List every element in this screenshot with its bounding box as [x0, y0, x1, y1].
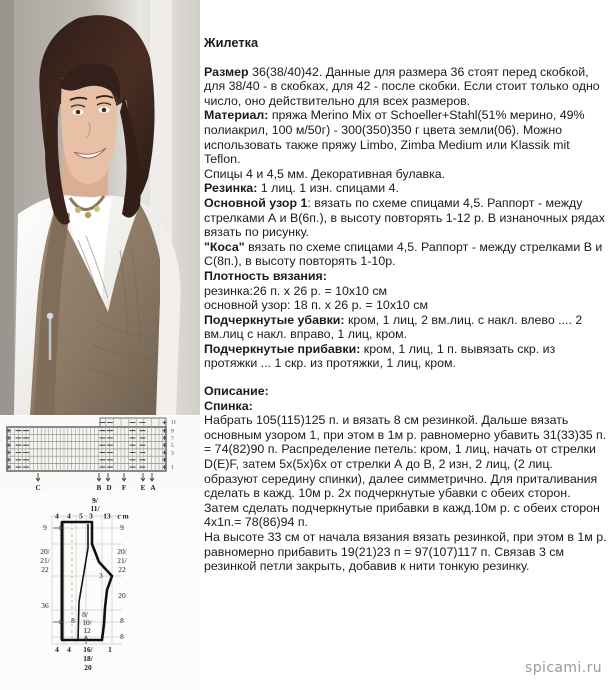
paragraph-rib-text: 1 лиц. 1 изн. спицами 4. — [257, 181, 399, 196]
site-watermark: spicami.ru — [525, 660, 602, 676]
paragraph-decreases-label: Подчеркнутые убавки: — [204, 312, 345, 327]
paragraph-main-pattern-text: : вязать по схеме спицами 4,5. Раппорт - между стрелками А и В(6п.), в высоту повторять 1-12 р. В изнаночных рядах вязать по рисунку. — [204, 195, 605, 240]
paragraph-main-pattern-label: Основной узор 1 — [204, 195, 308, 210]
schema-top-center-2: 11/ — [90, 504, 100, 513]
schema-left-label-0: 9 — [43, 523, 47, 532]
schema-top-center-1: 9/ — [92, 496, 98, 505]
schema-unit-label: c m — [117, 511, 129, 521]
schema-left-label-2: 36 — [41, 601, 49, 610]
schema-right-label-1a: 20/ — [117, 547, 127, 556]
paragraph-increases-text: кром, 1 лиц, 1 п. вывязать скр. из протяжки ... 1 скр. из протяжки, 1 лиц, кром. — [204, 341, 556, 371]
paragraph-decreases — [204, 313, 608, 342]
paragraph-size-label: Размер — [204, 64, 249, 79]
schema-bottom-label-1: 4 — [67, 645, 71, 654]
schema-top-label-0: 4 — [55, 511, 59, 521]
paragraph-cable — [204, 240, 608, 269]
schema-bottom-label-2b: 18/ — [83, 654, 93, 663]
paragraph-size-text: 36(38/40)42. Данные для размера 36 стоят перед скобкой, для 38/40 - в скобках, для 42 - после скобки. Если стоит только одно число, оно действительно для всех размеров. — [204, 64, 600, 108]
chart-marker-d: D — [106, 484, 112, 492]
pattern-text-column — [204, 36, 608, 574]
paragraph-gauge-main: основной узор: 18 п. х 26 р. = 10х10 см — [204, 298, 428, 313]
page-title: Жилетка — [204, 35, 259, 50]
schema-right-label-0: 9 — [120, 523, 124, 532]
paragraph-needles-text: Спицы 4 и 4,5 мм. Декоративная булавка. — [204, 166, 446, 181]
model-photo — [0, 0, 200, 415]
paragraph-back-1: Набрать 105(115)125 п. и вязать 8 см резинкой. Дальше вязать основным узором 1, при этом в 1м р. равномерно убавить 31(33)35 п. = 74(82)90 п. Распределение петель: кром, 1 лиц, начать от стрелки D(E)F, затем 5х(5х)6х от стрелки А до В, 2 изн, 2 лиц, (2 лиц. образуют середину спинки), далее симметрично. Для приталивания сделать в кажд. 10м р. 2х подчеркнутые убавки с обеих сторон. Затем сделать подчеркнутые прибавки в кажд.10м р. с обеих сторон 4х1п.= 78(86)94 п. — [204, 413, 607, 530]
chart-row-label: 5 — [171, 443, 174, 450]
schema-inner-label-a: 8/ — [82, 610, 88, 619]
paragraph-main-pattern — [204, 196, 608, 240]
schema-inner-label-3: 3 — [99, 571, 103, 580]
schema-left-label-1b: 21/ — [40, 556, 50, 565]
paragraph-rib-label: Резинка: — [204, 181, 258, 196]
schema-left-label-1a: 20/ — [40, 547, 50, 556]
garment-schematic — [0, 492, 200, 690]
schema-right-label-1c: 22 — [118, 565, 126, 574]
schema-right-label-2: 20 — [118, 591, 126, 600]
left-column — [0, 0, 200, 690]
schema-bottom-label-0: 4 — [55, 645, 59, 654]
paragraph-gauge-rib: резинка:26 п. х 26 р. = 10х10 см — [204, 283, 388, 298]
schema-inner-label-b: 10/ — [82, 618, 92, 627]
paragraph-material — [204, 108, 608, 166]
paragraph-rib — [204, 181, 608, 196]
paragraph-material-text: пряжа Merino Mix от Schoeller+Stahl(51% мерино, 49% полиакрил, 100 м/50г) - 300(350)350 г цвета земли(06). Можно использовать также пряжу Limbo, Zimba Medium или Klassik mit Teflon. — [204, 108, 585, 167]
paragraph-cable-text: вязать по схеме спицами 4,5. Раппорт - между стрелками В и С(8п.), в высоту повторять 1-10р. — [204, 239, 603, 269]
paragraph-cable-label: "Коса" — [204, 239, 245, 254]
schema-top-label-2: 5 — [79, 511, 83, 521]
schema-bottom-label-2a: 16/ — [83, 645, 93, 654]
knitting-pattern-chart — [0, 416, 200, 494]
chart-row-label: 9 — [171, 428, 174, 435]
schema-bottom-label-2c: 20 — [84, 663, 92, 672]
paragraph-increases — [204, 342, 608, 371]
chart-row-label: 1 — [171, 464, 174, 471]
schema-right-label-4: 8 — [120, 632, 124, 641]
schema-left-label-1c: 22 — [41, 565, 49, 574]
chart-row-label: 7 — [171, 435, 174, 442]
schema-inner-label-8: 8 — [71, 616, 75, 625]
chart-marker-f: F — [121, 484, 127, 492]
section-spacer — [204, 371, 608, 384]
schema-inner-label-c: 12 — [83, 626, 91, 635]
schema-top-label-3: 3 — [89, 511, 93, 521]
chart-row-label: 3 — [171, 450, 174, 457]
chart-marker-b: B — [96, 484, 102, 492]
schema-top-label-1: 4 — [67, 511, 71, 521]
heading-gauge: Плотность вязания: — [204, 268, 327, 283]
paragraph-back-2: На высоте 33 см от начала вязания вязать резинкой, при этом в 1м р. равномерно прибавить 19(21)23 п = 97(107)117 п. Связав 3 см резинкой петли закрыть, добавив к нити тонкую резинку. — [204, 530, 607, 574]
heading-description: Описание: — [204, 384, 269, 399]
paragraph-size — [204, 65, 608, 109]
paragraph-decreases-text: кром, 1 лиц, 2 вм.лиц. с накл. влево .... 2 вм.лиц с накл. вправо, 1 лиц, кром. — [204, 312, 583, 342]
chart-marker-c: C — [35, 484, 41, 492]
schema-right-label-3: 8 — [120, 616, 124, 625]
schema-top-label-4: 13 — [103, 511, 111, 521]
chart-marker-e: E — [140, 484, 146, 492]
heading-back: Спинка: — [204, 398, 253, 413]
paragraph-material-label: Материал: — [204, 108, 269, 123]
schema-bottom-label-3: 1 — [108, 645, 112, 654]
schema-right-label-1b: 21/ — [117, 556, 127, 565]
chart-marker-a: A — [150, 484, 156, 492]
paragraph-needles — [204, 167, 608, 182]
chart-row-label: 11 — [171, 419, 177, 426]
paragraph-increases-label: Подчеркнутые прибавки: — [204, 341, 361, 356]
